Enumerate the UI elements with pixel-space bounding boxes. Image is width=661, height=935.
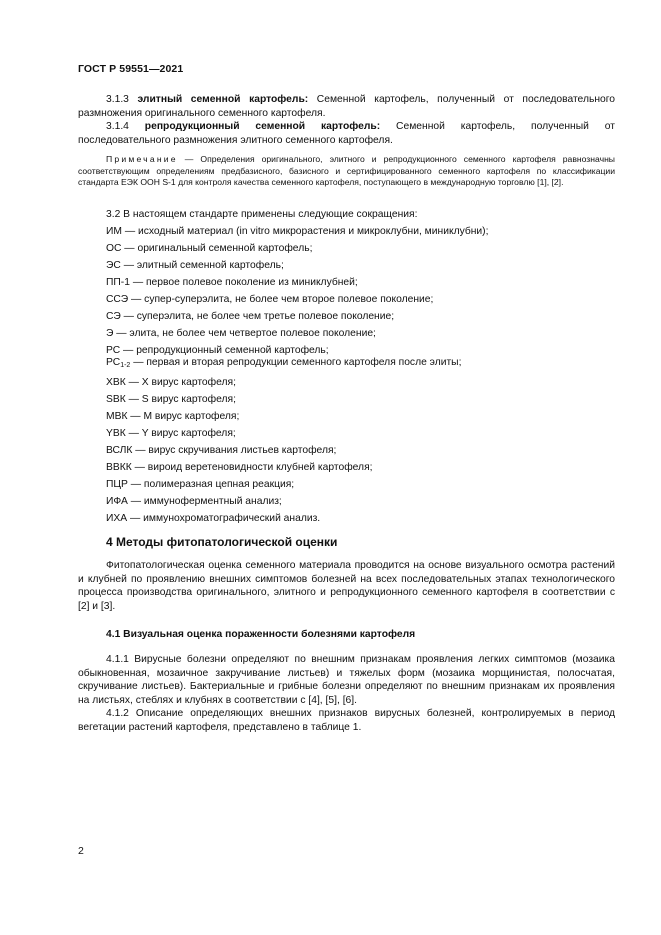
abbreviation-item: SВК — S вирус картофеля; bbox=[106, 394, 236, 405]
abbreviation-item: ЭС — элитный семенной картофель; bbox=[106, 260, 284, 271]
abbreviation-item: СЭ — суперэлита, не более чем третье полевое поколение; bbox=[106, 311, 395, 322]
section-4-paragraph bbox=[78, 559, 615, 613]
definition-text: Семенной картофель, полученный от последовательного размножения элитного семенного картофеля. bbox=[78, 121, 615, 146]
abbreviation-item: ССЭ — супер-суперэлита, не более чем второе полевое поколение; bbox=[106, 294, 434, 305]
definition-3-1-4 bbox=[78, 120, 615, 147]
abbreviation-item: ПП-1 — первое полевое поколение из миниклубней; bbox=[106, 277, 358, 288]
definition-number: 3.1.3 bbox=[106, 94, 129, 105]
page-number: 2 bbox=[78, 845, 84, 857]
abbreviation-item: ИМ — исходный материал (in vitro микрорастения и микроклубни, миниклубни); bbox=[106, 226, 489, 237]
paragraph-4-1-2-text: 4.1.2 Описание определяющих внешних признаков вирусных болезней, контролируемых в период вегетации растений картофеля, представлено в таблице 1. bbox=[78, 708, 615, 733]
note-text: — Определения оригинального, элитного и репродукционного семенного картофеля равнозначны соответствующим определениям предбазисного, базисного и сертифицированного семенного картофеля по классификации стандарта ЕЭК ООН S-1 для контроля качества семенного картофеля, поступающего в международную торговлю [1], [2]. bbox=[78, 154, 615, 187]
paragraph-4-1-1 bbox=[78, 653, 615, 707]
abbreviation-item: YВК — Y вирус картофеля; bbox=[106, 428, 236, 439]
section-4-text: Фитопатологическая оценка семенного материала проводится на основе визуального осмотра растений и клубней по проявлению внешних симптомов болезней на всех последовательных этапах технологического процесса производства оригинального, элитного и репродукционного семенного картофеля в соответствии с [2] и [3]. bbox=[78, 560, 615, 612]
abbr-rc-subscript: 1-2 bbox=[120, 362, 131, 369]
document-header: ГОСТ Р 59551—2021 bbox=[78, 63, 184, 75]
definition-term: репродукционный семенной картофель: bbox=[144, 121, 381, 132]
definition-3-1-3 bbox=[78, 93, 615, 120]
abbreviation-item: ИХА — иммунохроматографический анализ. bbox=[106, 513, 321, 524]
abbreviation-item: ВВКК — вироид веретеновидности клубней картофеля; bbox=[106, 462, 373, 473]
abbreviation-item: ОС — оригинальный семенной картофель; bbox=[106, 243, 313, 254]
abbreviation-item: ПЦР — полимеразная цепная реакция; bbox=[106, 479, 295, 490]
abbr-rc-text: — первая и вторая репродукции семенного картофеля после элиты; bbox=[130, 357, 462, 368]
note-label: Примечание bbox=[106, 154, 178, 164]
abbreviation-item: ХВК — Х вирус картофеля; bbox=[106, 377, 236, 388]
note-block bbox=[78, 154, 615, 189]
definition-text: Семенной картофель, полученный от последовательного размножения оригинального семенного картофеля. bbox=[78, 94, 615, 119]
paragraph-4-1-1-text: 4.1.1 Вирусные болезни определяют по внешним признакам проявления легких симптомов (мозаика обыкновенная, мозаичное закручивание листьев) и тяжелых форм (мозаика морщинистая, полосчатая, скручивание листьев). Бактериальные и грибные болезни определяют по внешним признакам их проявления на листьях, стеблях и клубнях в соответствии с [4], [5], [6]. bbox=[78, 654, 615, 706]
abbreviation-item: Э — элита, не более чем четвертое полевое поколение; bbox=[106, 328, 376, 339]
paragraph-4-1-2 bbox=[78, 707, 615, 734]
subsection-4-1-heading: 4.1 Визуальная оценка пораженности болезнями картофеля bbox=[106, 629, 416, 640]
definition-number: 3.1.4 bbox=[106, 121, 129, 132]
abbreviation-item-rc12 bbox=[106, 356, 461, 372]
abbreviation-item: РС — репродукционный семенной картофель; bbox=[106, 345, 329, 356]
abbreviation-item: ИФА — иммуноферментный анализ; bbox=[106, 496, 282, 507]
abbr-rc-base: РС bbox=[106, 357, 121, 368]
abbreviation-item: МВК — М вирус картофеля; bbox=[106, 411, 240, 422]
abbreviation-item: ВСЛК — вирус скручивания листьев картофеля; bbox=[106, 445, 337, 456]
definition-term: элитный семенной картофель: bbox=[137, 94, 309, 105]
section-4-heading: 4 Методы фитопатологической оценки bbox=[106, 535, 338, 549]
abbreviations-intro: 3.2 В настоящем стандарте применены следующие сокращения: bbox=[106, 209, 418, 220]
